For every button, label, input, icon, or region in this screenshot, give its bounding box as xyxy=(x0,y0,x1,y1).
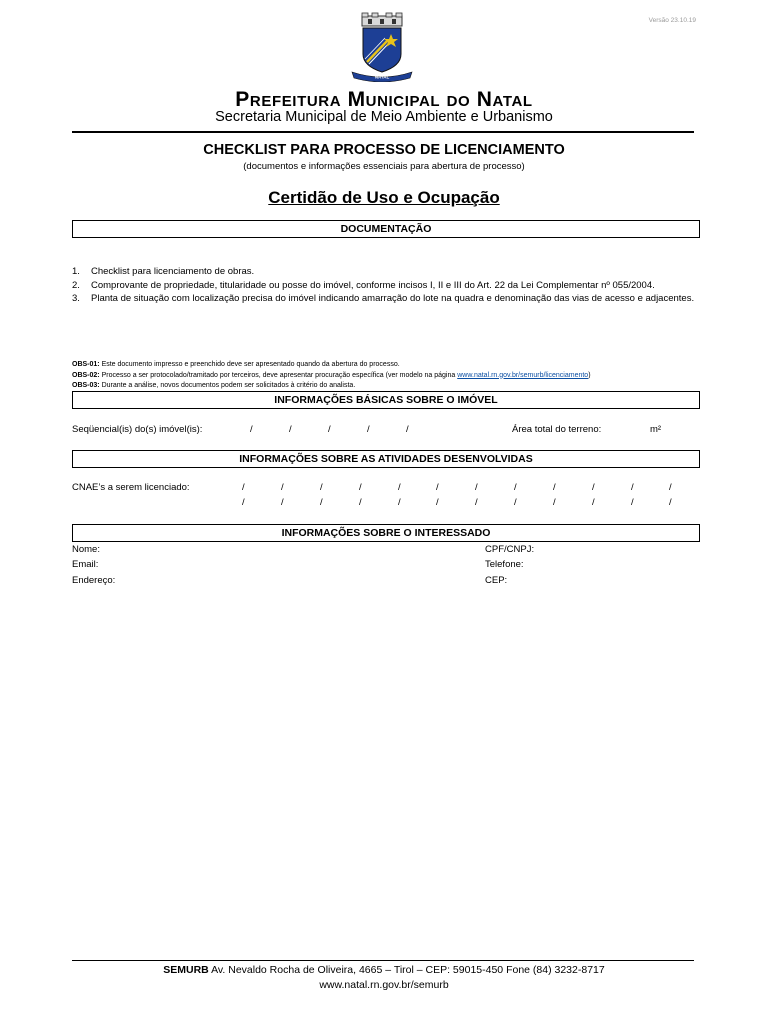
slash-separator: / xyxy=(553,482,556,493)
slash-separator: / xyxy=(406,424,409,435)
licenciamento-link[interactable]: www.natal.rn.gov.br/semurb/licenciamento xyxy=(457,371,589,379)
telefone-field[interactable]: Telefone: xyxy=(485,559,524,570)
slash-separator: / xyxy=(631,482,634,493)
slash-separator: / xyxy=(553,497,556,508)
checklist-title: CHECKLIST PARA PROCESSO DE LICENCIAMENTO xyxy=(203,142,565,158)
cpf-cnpj-field[interactable]: CPF/CNPJ: xyxy=(485,544,535,555)
endereco-field[interactable]: Endereço: xyxy=(72,575,116,586)
list-item: 1. Checklist para licenciamento de obras. xyxy=(72,266,255,277)
imovel-heading: INFORMAÇÕES BÁSICAS SOBRE O IMÓVEL xyxy=(72,391,700,409)
nome-field[interactable]: Nome: xyxy=(72,544,100,555)
slash-separator: / xyxy=(398,497,401,508)
slash-separator: / xyxy=(320,482,323,493)
org-subtitle: Secretaria Municipal de Meio Ambiente e Urbanismo xyxy=(215,109,553,125)
slash-separator: / xyxy=(669,497,672,508)
slash-separator: / xyxy=(359,482,362,493)
slash-separator: / xyxy=(320,497,323,508)
list-item: 3. Planta de situação com localização precisa do imóvel indicando amarração do lote na quadra e denominação das vias de acesso e adjacentes. xyxy=(72,293,695,304)
atividades-heading: INFORMAÇÕES SOBRE AS ATIVIDADES DESENVOLVIDAS xyxy=(72,450,700,468)
slash-separator: / xyxy=(514,497,517,508)
slash-separator: / xyxy=(475,497,478,508)
list-item: 2. Comprovante de propriedade, titularidade ou posse do imóvel, conforme incisos I, II e III do Art. 22 da Lei Complementar nº 055/2004. xyxy=(72,279,655,291)
obs-03: OBS-03: Durante a análise, novos documentos podem ser solicitados à critério do analista. xyxy=(72,382,356,389)
obs-02: OBS-02: Processo a ser protocolado/tramitado por terceiros, deve apresentar procuração específica (ver modelo na página www.natal.rn.gov.br/semurb/licenciamento) xyxy=(72,371,591,379)
cep-field[interactable]: CEP: xyxy=(485,575,508,586)
documentation-heading: DOCUMENTAÇÃO xyxy=(72,220,700,238)
slash-separator: / xyxy=(592,497,595,508)
slash-separator: / xyxy=(592,482,595,493)
slash-separator: / xyxy=(281,482,284,493)
slash-separator: / xyxy=(289,424,292,435)
obs-01: OBS-01: Este documento impresso e preenchido deve ser apresentado quando da abertura do processo. xyxy=(72,361,400,368)
slash-separator: / xyxy=(359,497,362,508)
checklist-subtitle: (documentos e informações essenciais para abertura de processo) xyxy=(243,161,525,172)
documentation-list xyxy=(72,265,696,306)
footer-address: SEMURB Av. Nevaldo Rocha de Oliveira, 4665 – Tirol – CEP: 59015-450 Fone (84) 3232-8717 xyxy=(163,964,605,976)
org-title: Prefeitura Municipal do Natal xyxy=(235,88,533,111)
area-label: Área total do terreno: xyxy=(512,424,602,435)
area-unit: m² xyxy=(650,424,662,435)
footer-url[interactable]: www.natal.rn.gov.br/semurb xyxy=(319,979,449,991)
version-label: Versão 23.10.19 xyxy=(648,17,696,24)
observations xyxy=(72,360,702,392)
slash-separator: / xyxy=(514,482,517,493)
sequencial-label: Seqüencial(is) do(s) imóvel(is): xyxy=(72,424,203,435)
header-divider xyxy=(72,131,694,133)
certificate-title: Certidão de Uso e Ocupação xyxy=(268,188,500,207)
crest-ribbon-text: NATAL xyxy=(374,74,390,80)
slash-separator: / xyxy=(398,482,401,493)
slash-separator: / xyxy=(281,497,284,508)
slash-separator: / xyxy=(242,497,245,508)
slash-separator: / xyxy=(669,482,672,493)
slash-separator: / xyxy=(250,424,253,435)
slash-separator: / xyxy=(242,482,245,493)
slash-separator: / xyxy=(631,497,634,508)
email-field[interactable]: Email: xyxy=(72,559,99,570)
slash-separator: / xyxy=(367,424,370,435)
slash-separator: / xyxy=(475,482,478,493)
slash-separator: / xyxy=(436,482,439,493)
slash-separator: / xyxy=(328,424,331,435)
interessado-heading: INFORMAÇÕES SOBRE O INTERESSADO xyxy=(72,524,700,542)
cnae-label: CNAE’s a serem licenciado: xyxy=(72,482,190,493)
natal-coat-of-arms-icon xyxy=(348,12,416,82)
slash-separator: / xyxy=(436,497,439,508)
footer-divider xyxy=(72,960,694,961)
